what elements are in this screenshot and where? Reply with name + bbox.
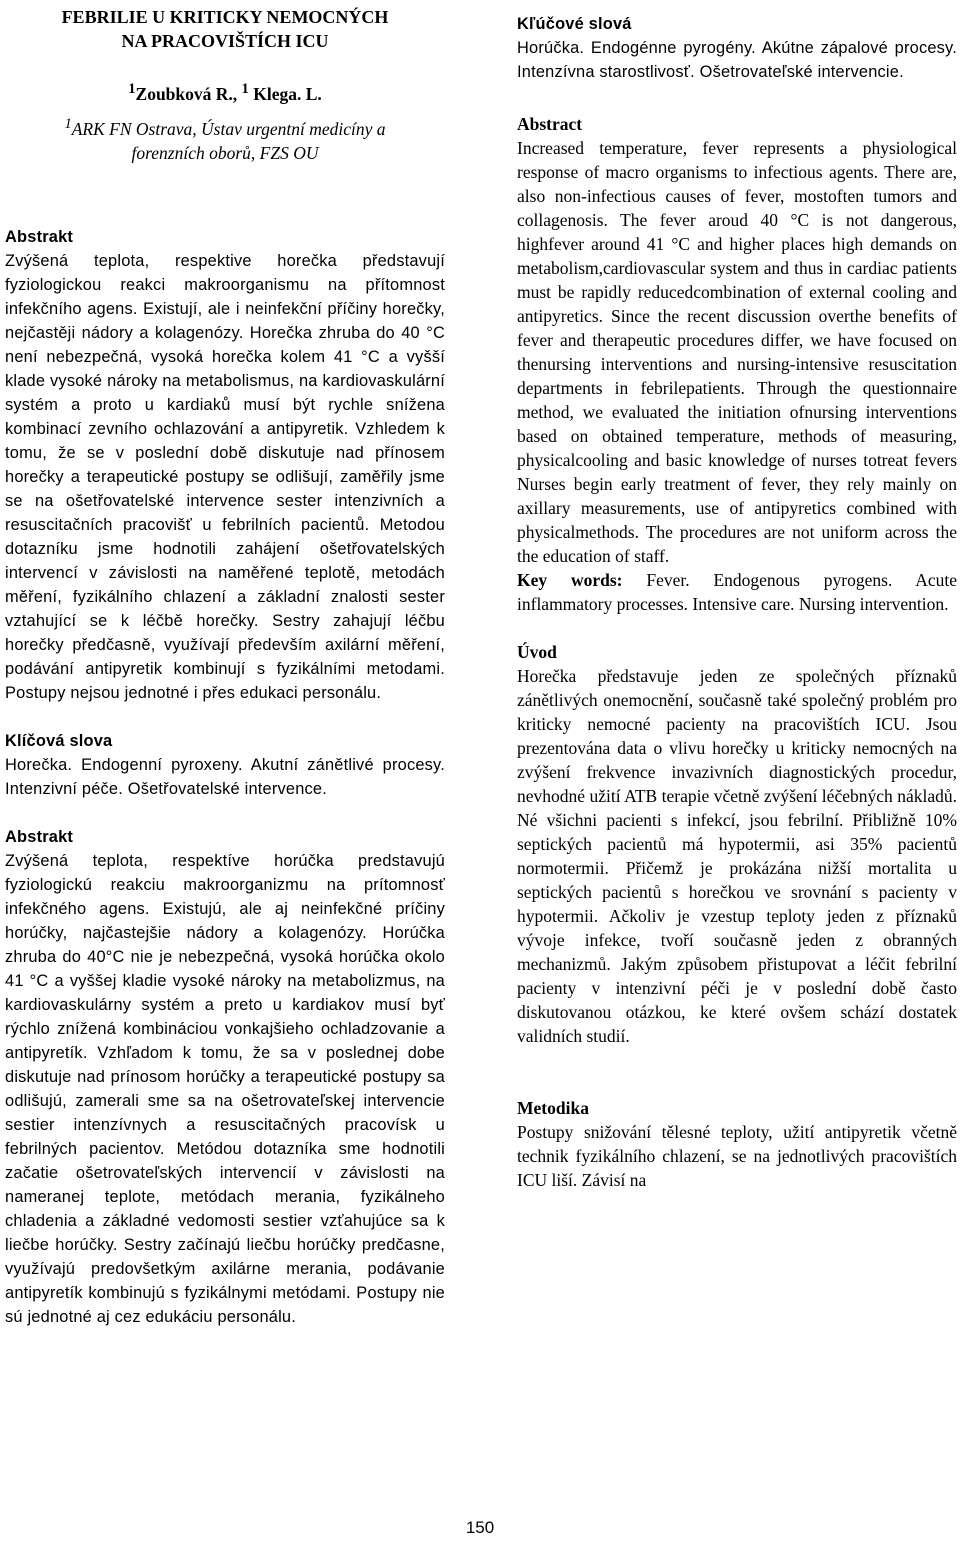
intro-text: Horečka představuje jeden ze společných příznaků zánětlivých onemocnění, současně také společný problém pro kriticky nemocné pacienty na pracovištích ICU. Jsou prezentována data o vlivu horečky u kriticky nemocných na zvýšení frekvence invazivních diagnostických procedur, nevhodné užití ATB terapie včetně zvýšení léčebných nákladů. Né všichni pacienti s infekcí, jsou febrilní. Přibližně 10% septických pacientů má hypotermii, asi 35% pacientů normotermii. Přičemž je prokázána nižší mortalita u septických pacientů s horečkou ve srovnání s pacienty v hypotermii. Ačkoliv je vzestup teploty jeden z příznaků vývoje infekce, tvoří současně jeden z obranných mechanizmů. Jakým způsobem přistupovat a léčit febrilní pacienty v intenzivní péči je v poslední době často diskutovanou otázkou, ke které ovšem schází dostatek validních studií. — [517, 666, 957, 1046]
title-line-2: NA PRACOVIŠTÍCH ICU — [121, 31, 329, 51]
abstract-en-heading: Abstract — [517, 114, 583, 134]
affiliation-line-2: forenzních oborů, FZS OU — [131, 142, 319, 163]
authors — [5, 77, 445, 106]
keywords-en-label: Key words: — [517, 570, 623, 590]
keywords-en — [517, 568, 957, 616]
keywords-sk-text: Horúčka. Endogénne pyrogény. Akútne zápalové procesy. Intenzívna starostlivosť. Ošetrovateľské intervencie. — [517, 39, 957, 81]
paper-title — [5, 5, 445, 53]
left-column — [5, 0, 445, 1329]
abstract-sk-text: Zvýšená teplota, respektíve horúčka predstavujú fyziologickú reakciu makroorganizmu na prítomnosť infekčného agens. Existujú, ale aj neinfekčné príčiny horúčky, najčastejšie nádory a kolagenózy. Horúčka zhruba do 40°C nie je nebezpečná, vysoká horúčka okolo 41 °C a vyššej kladie vysoké nároky na metabolizmus, na kardiovaskulárny systém a preto u kardiakov musí byť rýchlo znížená kombináciou vonkajšieho ochladzovanie a antipyretík. Vzhľadom k tomu, že sa v poslednej dobe diskutuje nad prínosom horúčky a terapeutické postupy sa odlišujú, zamerali sme sa na ošetrovateľskej intervencie sestier intenzívnych a resuscitačných pracovísk u febrilných pacientov. Metódou dotazníka sme hodnotili začatie ošetrovateľských intervencií v závislosti na nameranej teplote, metódach merania, fyzikálneho chladenia a základné vedomosti sestier vzťahujúce sa k liečbe horúčky. Sestry začínajú liečbu horúčky predčasne, využívajú predovšetkým axilárne merania, podávanie antipyretík kombinujú s fyzikálnymi metódami. Postupy nie sú jednotné aj cez edukáciu personálu. — [5, 851, 445, 1326]
author-1: Zoubková R., — [135, 83, 242, 104]
keywords-sk-heading: Kľúčové slová — [517, 15, 632, 33]
abstract-en-body: Increased temperature, fever represents a physiological response of macro organisms to infectious agents. There are, also non-infectious causes of fever, mostoften tumors and collagenosis. The fever aroud 40 °C is not dangerous, highfever around 41 °C and higher places high demands on metabolism,cardiovascular system and thus in cardiac patients must be rapidly reducedcombination of external cooling and antipyretics. Since the recent discussion overthe benefits of fever and therapeutic procedures differ, we have focused on thenursing interventions and nursing-intensive resuscitation departments in febrilepatients. Through the questionnaire method, we evaluated the initiation ofnursing interventions based on obtained temperature, methods of measuring, physicalcooling and basic knowledge of nurses totreat fevers Nurses begin early treatment of fever, they rely mainly on axillary measurements, use of antipyretics combined with physicalmethods. The procedures are not uniform across the the education of staff. — [517, 138, 957, 566]
keywords-cz-text: Horečka. Endogenní pyroxeny. Akutní zánětlivé procesy. Intenzivní péče. Ošetřovatelské intervence. — [5, 755, 445, 798]
author-superscript: 1 — [241, 81, 249, 97]
affiliation-superscript: 1 — [64, 115, 72, 132]
intro-heading: Úvod — [517, 642, 557, 662]
page-number: 150 — [465, 1518, 495, 1537]
right-column — [517, 0, 957, 1192]
methods-text: Postupy snižování tělesné teploty, užití antipyretik včetně technik fyzikálního chlazení, se na jednotlivých pracovištích ICU liší. Závisí na — [517, 1122, 957, 1190]
title-line-1: FEBRILIE U KRITICKY NEMOCNÝCH — [61, 7, 389, 27]
abstract-cz-heading: Abstrakt — [5, 227, 74, 246]
keywords-cz-heading: Klíčová slova — [5, 731, 113, 750]
author-2: Klega. L. — [248, 83, 322, 104]
author-superscript: 1 — [128, 81, 136, 97]
keywords-en-text: Fever. Endogenous pyrogens. Acute inflammatory processes. Intensive care. Nursing intervention. — [517, 570, 957, 614]
methods-heading: Metodika — [517, 1098, 589, 1118]
affiliation — [5, 112, 445, 165]
abstract-en-text — [517, 136, 957, 568]
affiliation-line-1: ARK FN Ostrava, Ústav urgentní medicíny a — [71, 118, 386, 139]
abstract-cz-text: Zvýšená teplota, respektive horečka představují fyziologickou reakci makroorganismu na přítomnost infekčního agens. Existují, ale i neinfekční příčiny horečky, nejčastěji nádory a kolagenózy. Horečka zhruba do 40 °C není nebezpečná, vysoká horečka kolem 41 °C a vyšší klade vysoké nároky na metabolismus, na kardiovaskulární systém a proto u kardiaků musí být rychle snížena kombinací zevního ochlazování a antipyretik. Vzhledem k tomu, že se v poslední době diskutuje nad přínosem horečky a terapeutické postupy se odlišují, zaměřily jsme se na ošetřovatelské intervence sester intenzivních a resuscitačních pracovišť u febrilních pacientů. Metodou dotazníku jsme hodnotili zahájení ošetřovatelských intervencí v závislosti na naměřené teplotě, metodách měření, fyzikálního chlazení a základní znalosti sester vztahující se k léčbě horečky. Sestry zahajují léčbu horečky předčasně, využívají především axilární měření, podávání antipyretik kombinují s fyzikálními metodami. Postupy nejsou jednotné i přes edukaci personálu. — [5, 251, 445, 702]
abstract-sk-heading: Abstrakt — [5, 827, 74, 846]
